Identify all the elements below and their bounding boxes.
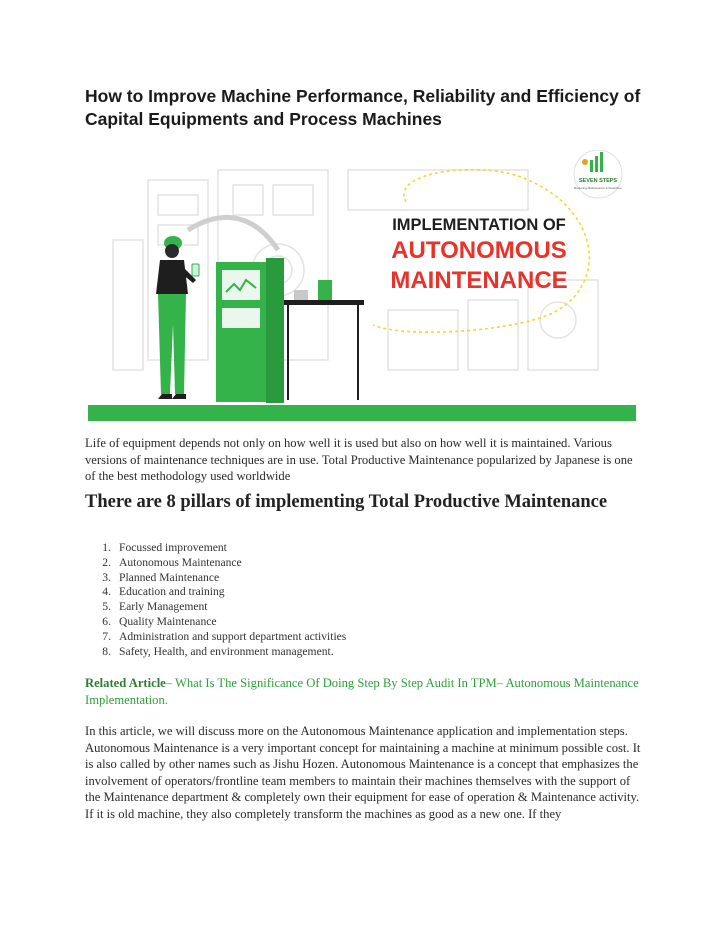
related-article-link[interactable]: – What Is The Significance Of Doing Step By Step Audit In TPM– Autonomous Maintenance Implementation. — [85, 676, 639, 707]
list-item — [85, 645, 625, 660]
item-text: Quality Maintenance — [119, 614, 217, 628]
ground-bar — [88, 405, 636, 421]
green-machine — [188, 217, 364, 403]
hero-line3: MAINTENANCE — [390, 267, 568, 294]
list-item — [85, 615, 625, 630]
item-number: 5. — [102, 600, 111, 614]
related-article — [85, 675, 645, 708]
list-item — [85, 571, 625, 586]
item-number: 1. — [102, 541, 111, 554]
hero-line1: IMPLEMENTATION OF — [392, 216, 566, 234]
related-article-label: Related Article — [85, 676, 166, 690]
list-item — [85, 600, 625, 615]
worker-figure — [156, 236, 199, 399]
item-text: Administration and support department activities — [119, 629, 347, 643]
item-text: Focussed improvement — [119, 541, 227, 554]
page-title: How to Improve Machine Performance, Reliability and Efficiency of Capital Equipments and Process Machines — [85, 86, 641, 129]
intro-paragraph: Life of equipment depends not only on how well it is used but also on how well it is maintained. Various versions of maintenance techniques are in use. Total Productive Maintenance popularized by Japanese is one of the best methodology used worldwide — [85, 436, 633, 483]
seven-steps-logo — [574, 150, 622, 198]
list-item — [85, 541, 625, 556]
list-item — [85, 585, 625, 600]
article-paragraph: In this article, we will discuss more on the Autonomous Maintenance application and implementation steps. Autonomous Maintenance is a very important concept for maintaining a machine at minimum possible cost. It is also called by other names such as Jishu Hozen. Autonomous Maintenance is a concept that emphasizes the involvement of operators/frontline team members to maintain their machines themselves with the support of the Maintenance department & completely own their equipment for ease of operation & Maintenance activity. If it is old machine, they also completely transform the machines as good as a new one. If they — [85, 724, 641, 821]
item-number: 3. — [102, 570, 111, 584]
item-number: 7. — [102, 629, 111, 643]
logo-tagline: Reducing Maintenance & Downtime — [574, 186, 622, 190]
hero-line2: AUTONOMOUS — [391, 237, 567, 264]
logo-name: SEVEN STEPS — [578, 178, 618, 184]
item-number: 2. — [102, 555, 111, 569]
item-number: 8. — [102, 644, 111, 658]
item-text: Safety, Health, and environment management. — [119, 644, 334, 658]
pillars-list — [85, 541, 625, 659]
item-text: Autonomous Maintenance — [119, 555, 242, 569]
item-text: Planned Maintenance — [119, 570, 220, 584]
item-text: Education and training — [119, 585, 225, 599]
item-number: 4. — [102, 585, 111, 599]
pillars-heading: There are 8 pillars of implementing Total Productive Maintenance — [85, 492, 608, 512]
list-item — [85, 630, 625, 645]
item-number: 6. — [102, 614, 111, 628]
list-item — [85, 556, 625, 571]
item-text: Early Management — [119, 600, 208, 614]
hero-illustration — [88, 150, 636, 425]
